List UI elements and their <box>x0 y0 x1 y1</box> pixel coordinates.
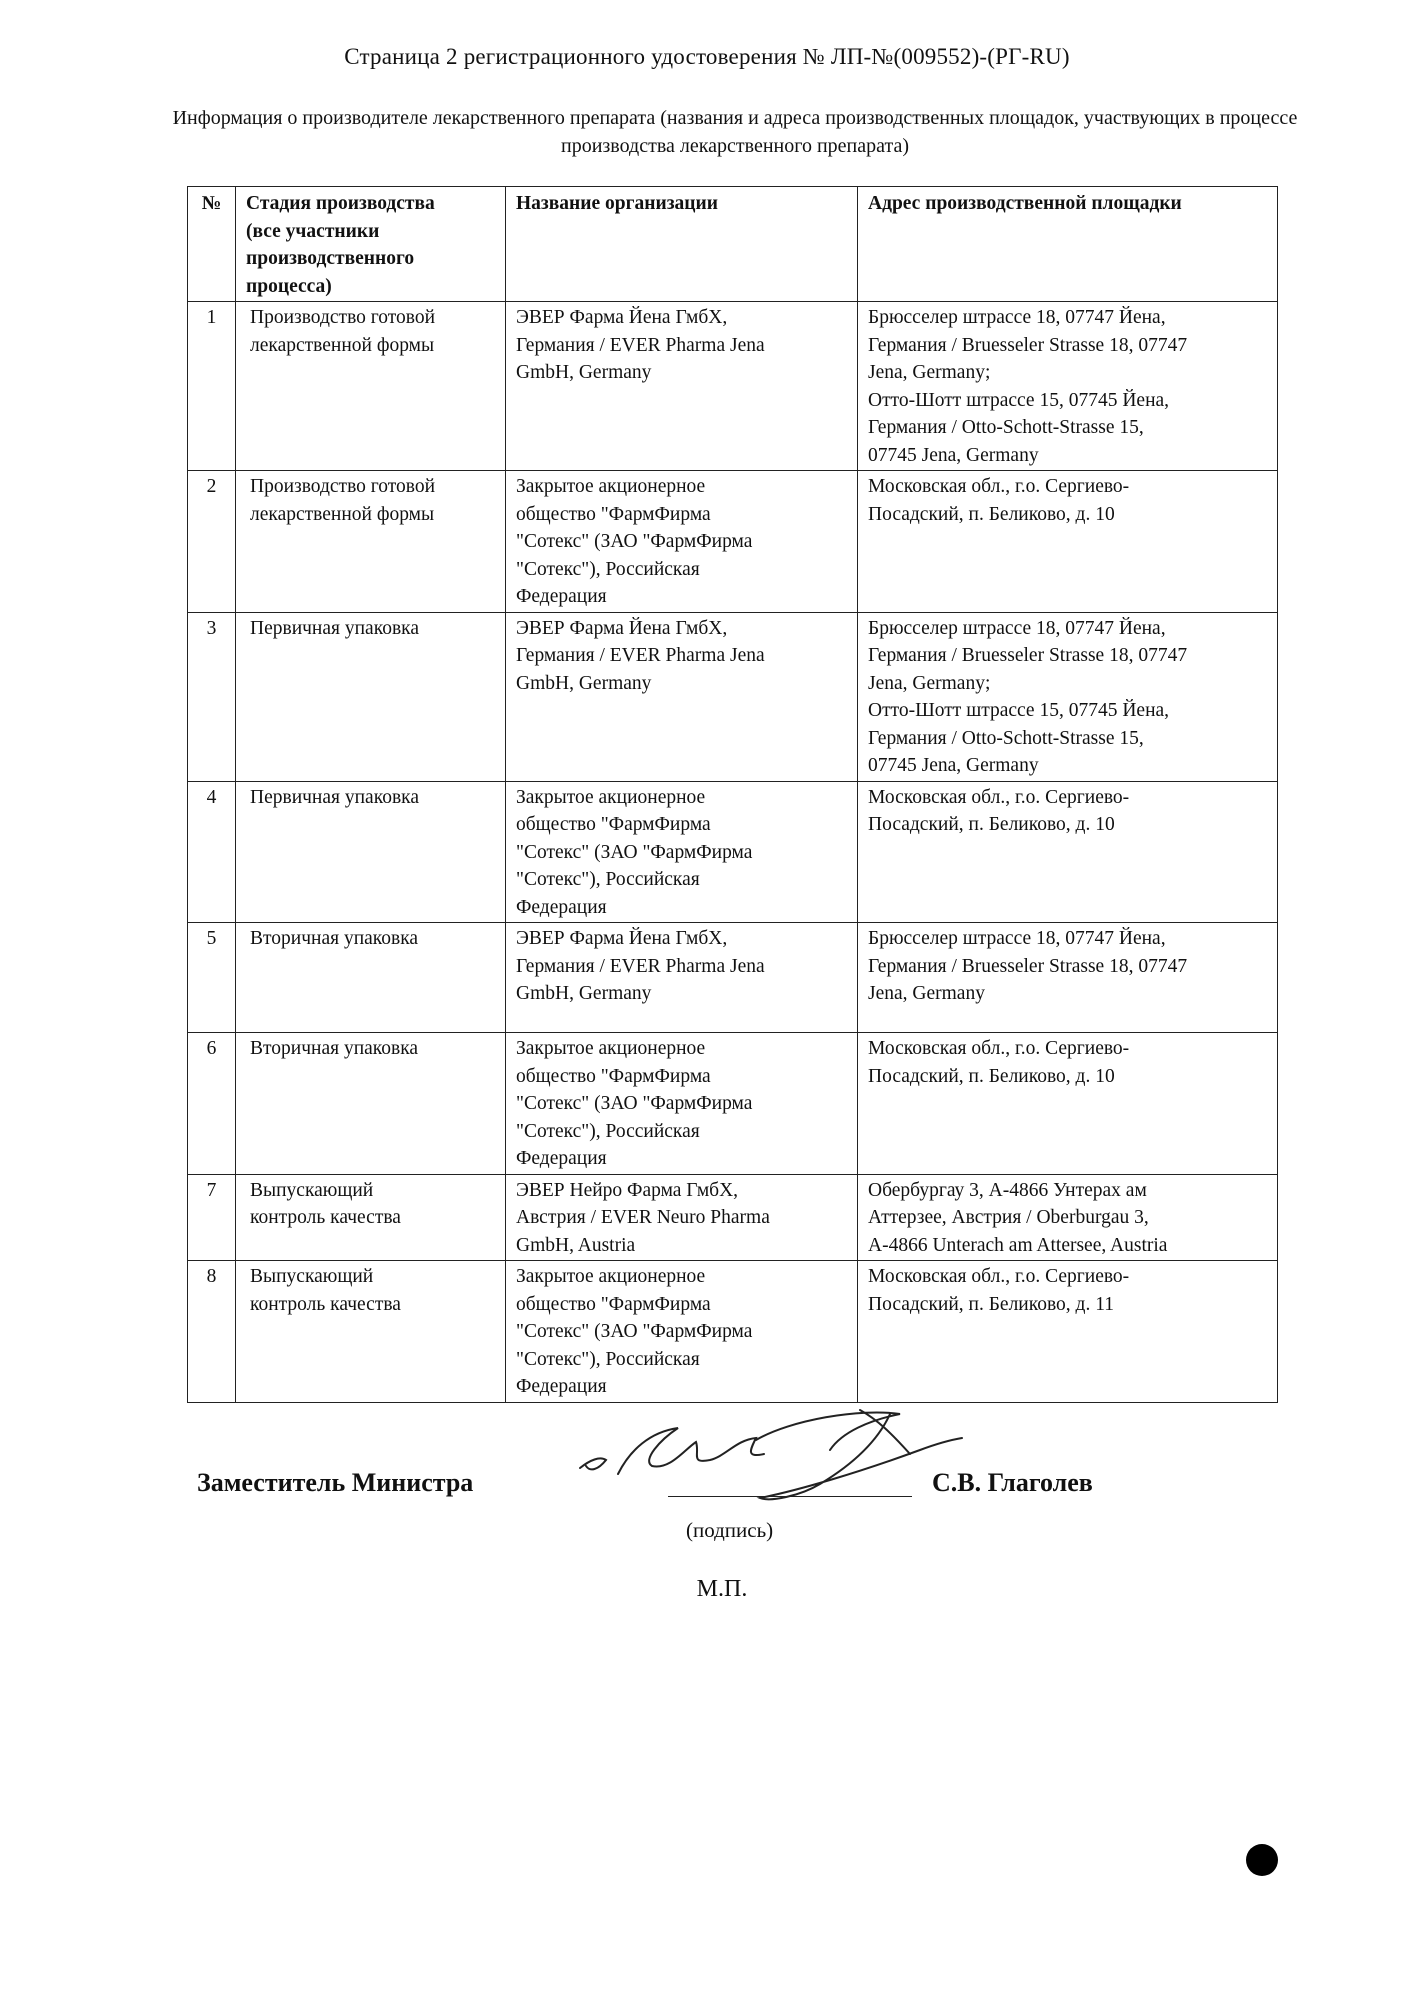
row-address: Московская обл., г.о. Сергиево- Посадский, п. Беликово, д. 11 <box>858 1261 1278 1403</box>
row-address: Московская обл., г.о. Сергиево- Посадский, п. Беликово, д. 10 <box>858 781 1278 923</box>
row-stage: Производство готовой лекарственной формы <box>236 302 506 471</box>
row-organization: Закрытое акционерное общество "ФармФирма "Сотекс" (ЗАО "ФармФирма "Сотекс"), Российская Федерация <box>506 1261 858 1403</box>
row-num: 3 <box>188 612 236 781</box>
row-stage: Вторичная упаковка <box>236 1033 506 1175</box>
row-organization: Закрытое акционерное общество "ФармФирма "Сотекс" (ЗАО "ФармФирма "Сотекс"), Российская Федерация <box>506 471 858 613</box>
signatory-role: Заместитель Министра <box>197 1468 474 1497</box>
row-num: 4 <box>188 781 236 923</box>
table-row <box>188 1174 1278 1261</box>
handwritten-signature <box>560 1380 980 1510</box>
manufacturers-table <box>187 186 1278 1403</box>
row-stage: Вторичная упаковка <box>236 923 506 1033</box>
row-organization: ЭВЕР Фарма Йена ГмбХ, Германия / EVER Pharma Jena GmbH, Germany <box>506 612 858 781</box>
row-num: 2 <box>188 471 236 613</box>
row-organization: Закрытое акционерное общество "ФармФирма "Сотекс" (ЗАО "ФармФирма "Сотекс"), Российская Федерация <box>506 781 858 923</box>
table-row <box>188 612 1278 781</box>
header-num: № <box>188 187 236 302</box>
table-row <box>188 1033 1278 1175</box>
header-organization: Название организации <box>506 187 858 302</box>
signature-caption: (подпись) <box>686 1518 774 1542</box>
document-title: Страница 2 регистрационного удостоверения № ЛП-№(009552)-(РГ-RU) <box>344 44 1070 69</box>
header-stage: Стадия производства (все участники производственного процесса) <box>236 187 506 302</box>
row-organization: ЭВЕР Нейро Фарма ГмбХ, Австрия / EVER Neuro Pharma GmbH, Austria <box>506 1174 858 1261</box>
row-num: 8 <box>188 1261 236 1403</box>
row-stage: Выпускающий контроль качества <box>236 1174 506 1261</box>
row-stage: Выпускающий контроль качества <box>236 1261 506 1403</box>
signature-block <box>0 1380 1414 1640</box>
row-stage: Первичная упаковка <box>236 781 506 923</box>
row-address: Московская обл., г.о. Сергиево- Посадский, п. Беликово, д. 10 <box>858 1033 1278 1175</box>
scan-mark-dot <box>1246 1844 1278 1876</box>
row-num: 1 <box>188 302 236 471</box>
row-num: 7 <box>188 1174 236 1261</box>
table-row <box>188 923 1278 1033</box>
table-row <box>188 302 1278 471</box>
table-header-row <box>188 187 1278 302</box>
row-organization: Закрытое акционерное общество "ФармФирма "Сотекс" (ЗАО "ФармФирма "Сотекс"), Российская Федерация <box>506 1033 858 1175</box>
row-num: 6 <box>188 1033 236 1175</box>
row-address: Московская обл., г.о. Сергиево- Посадский, п. Беликово, д. 10 <box>858 471 1278 613</box>
document-subtitle: Информация о производителе лекарственного препарата (названия и адреса производственных площадок, участвующих в процессе производства лекарственного препарата) <box>172 107 1298 157</box>
signature-line <box>668 1496 912 1497</box>
table-row <box>188 781 1278 923</box>
row-num: 5 <box>188 923 236 1033</box>
row-stage: Первичная упаковка <box>236 612 506 781</box>
row-organization: ЭВЕР Фарма Йена ГмбХ, Германия / EVER Pharma Jena GmbH, Germany <box>506 923 858 1033</box>
row-address: Брюсселер штрассе 18, 07747 Йена, Германия / Bruesseler Strasse 18, 07747 Jena, Germany; Отто-Шотт штрассе 15, 07745 Йена, Германия / Otto-Schott-Strasse 15, 07745 Jena, Germany <box>858 302 1278 471</box>
row-address: Обербургау 3, A-4866 Унтерах ам Аттерзее, Австрия / Oberburgau 3, A-4866 Unterach am Attersee, Austria <box>858 1174 1278 1261</box>
row-address: Брюсселер штрассе 18, 07747 Йена, Германия / Bruesseler Strasse 18, 07747 Jena, Germany <box>858 923 1278 1033</box>
row-address: Брюсселер штрассе 18, 07747 Йена, Германия / Bruesseler Strasse 18, 07747 Jena, Germany; Отто-Шотт штрассе 15, 07745 Йена, Германия / Otto-Schott-Strasse 15, 07745 Jena, Germany <box>858 612 1278 781</box>
signatory-name: С.В. Глаголев <box>932 1468 1093 1497</box>
row-organization: ЭВЕР Фарма Йена ГмбХ, Германия / EVER Pharma Jena GmbH, Germany <box>506 302 858 471</box>
table-row <box>188 471 1278 613</box>
stamp-label: М.П. <box>696 1576 748 1602</box>
header-address: Адрес производственной площадки <box>858 187 1278 302</box>
row-stage: Производство готовой лекарственной формы <box>236 471 506 613</box>
